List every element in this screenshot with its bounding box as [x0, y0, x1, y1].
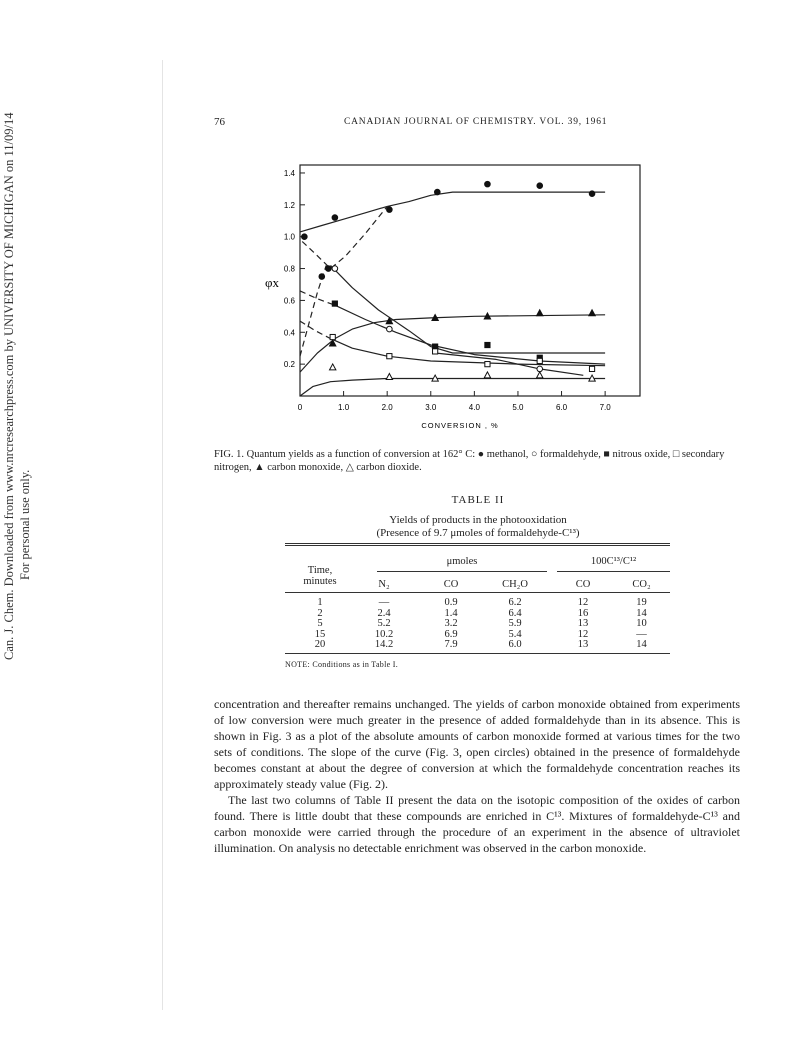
x-tick-label-2: 2.0: [381, 403, 393, 412]
table-cell-r1-c2: 1.4: [444, 607, 458, 619]
download-watermark: [0, 0, 40, 1052]
marker-secondary-nitrogen-2: [433, 349, 438, 354]
marker-carbon-dioxide-4: [537, 372, 543, 378]
marker-carbon-dioxide-3: [484, 372, 490, 378]
table-cell-r3-c1: 10.2: [374, 628, 394, 640]
group-rule-ratio: [557, 571, 670, 572]
marker-nitrous-oxide-2: [485, 342, 490, 347]
curve-4: [300, 315, 605, 372]
table-cell-r2-c1: 5.2: [377, 618, 391, 629]
marker-methanol-3: [332, 215, 338, 221]
col-header-1: CO: [443, 579, 459, 590]
page-number: 76: [214, 116, 225, 128]
x-tick-label-6: 6.0: [555, 403, 568, 412]
x-axis-label: CONVERSION , %: [421, 421, 499, 430]
y-tick-label-4: 1.0: [283, 232, 295, 242]
marker-carbon-dioxide-0: [329, 364, 335, 370]
figure-1-chart: [255, 160, 655, 440]
table-cell-r3-c4: 12: [577, 628, 589, 640]
group-rule-umoles: [377, 571, 547, 572]
curve-0: [300, 192, 605, 232]
group-header-ratio: 100C¹³/C¹²: [590, 556, 637, 567]
table-cell-r0-c5: 19: [636, 597, 647, 608]
marker-nitrous-oxide-0: [332, 301, 337, 306]
y-tick-label-6: 1.4: [283, 168, 295, 178]
table-cell-r4-c1: 14.2: [374, 639, 394, 650]
curve-5: [300, 379, 605, 397]
col-header-2: CH₂O: [502, 579, 528, 590]
table-subtitle-2: (Presence of 9.7 μmoles of formaldehyde-C¹³): [376, 527, 580, 539]
marker-methanol-6: [485, 181, 491, 187]
y-tick-label-2: 0.6: [283, 296, 295, 306]
table-cell-r2-c0: 5: [317, 618, 323, 629]
marker-secondary-nitrogen-5: [589, 366, 594, 371]
curve-7: [302, 206, 387, 268]
marker-formaldehyde-0: [332, 266, 338, 272]
table-cell-r1-c0: 2: [317, 607, 323, 619]
marker-carbon-monoxide-5: [589, 310, 595, 316]
marker-carbon-dioxide-1: [386, 373, 392, 379]
marker-methanol-5: [435, 189, 441, 195]
table-top-rule: [285, 543, 670, 544]
x-tick-label-4: 4.0: [468, 403, 480, 412]
marker-methanol-4: [387, 207, 393, 213]
watermark-line-2: For personal use only.: [18, 469, 32, 580]
y-tick-label-1: 0.4: [283, 328, 295, 338]
x-tick-label-0: 0: [297, 403, 303, 412]
table-cell-r1-c4: 16: [577, 607, 589, 619]
marker-secondary-nitrogen-0: [330, 334, 335, 339]
x-tick-label-1: 1.0: [338, 403, 350, 412]
marker-secondary-nitrogen-3: [485, 362, 490, 367]
table-cell-r4-c0: 20: [314, 639, 326, 650]
table-cell-r4-c2: 7.9: [444, 639, 458, 650]
table-cell-r1-c3: 6.4: [508, 607, 522, 619]
table-cell-r2-c3: 5.9: [508, 618, 522, 629]
figure-caption: FIG. 1. Quantum yields as a function of conversion at 162° C: ● methanol, ○ formaldehyde, ■ nitrous oxide, □ secondary nitrogen, ▲ carbon monoxide, △ carbon dioxide.: [214, 449, 725, 473]
col-header-time-1: Time,: [307, 565, 333, 576]
table-subtitle-1: Yields of products in the photooxidation: [389, 514, 567, 526]
table-cell-r0-c3: 6.2: [508, 597, 522, 608]
table-cell-r2-c5: 10: [636, 618, 647, 629]
table-cell-r2-c2: 3.2: [444, 618, 458, 629]
table-cell-r3-c2: 6.9: [444, 628, 458, 640]
table-cell-r1-c1: 2.4: [377, 607, 391, 619]
marker-methanol-2: [326, 266, 332, 272]
marker-formaldehyde-1: [387, 326, 393, 332]
curve-1: [331, 265, 606, 353]
marker-methanol-7: [537, 183, 543, 189]
marker-methanol-0: [302, 234, 308, 240]
col-header-time-2: minutes: [303, 576, 337, 587]
paragraph-2: The last two columns of Table II present the data on the isotopic composition of the oxides of carbon found. There is little doubt that these compounds are enriched in C¹³. Mixtures of formaldehyde-C¹³ and carbon monoxide were carried through the procedure of an experiment in the absence of ultraviolet illumination. On analysis no detectable enrichment was observed in the carbon monoxide.: [214, 793, 740, 855]
plot-frame: [300, 165, 640, 396]
curve-2: [335, 305, 605, 364]
col-header-4: CO₂: [632, 579, 651, 590]
marker-carbon-monoxide-4: [537, 310, 543, 316]
watermark-line-1: Can. J. Chem. Downloaded from www.nrcresearchpress.com by UNIVERSITY OF MICHIGAN on 11/09/14: [2, 112, 16, 660]
table-top-rule-2: [285, 545, 670, 546]
table-bottom-rule: [285, 653, 670, 654]
table-cell-r0-c1: —: [378, 597, 390, 608]
table-cell-r2-c4: 13: [577, 618, 589, 629]
x-tick-label-5: 5.0: [512, 403, 524, 412]
y-axis-label: φx: [265, 275, 280, 290]
group-header-umoles: μmoles: [446, 556, 478, 567]
x-tick-label-7: 7.0: [599, 403, 611, 412]
table-cell-r4-c3: 6.0: [508, 639, 522, 650]
x-tick-label-3: 3.0: [425, 403, 437, 412]
body-text: [214, 696, 740, 856]
table-cell-r3-c3: 5.4: [508, 628, 522, 640]
table-cell-r0-c4: 12: [577, 597, 589, 608]
paragraph-1: concentration and thereafter remains unchanged. The yields of carbon monoxide obtained from experiments of low conversion were much greater in the presence of added formaldehyde than in its absence. This is shown in Fig. 3 as a plot of the absolute amounts of carbon monoxide formed at various times for the two sets of conditions. The slope of the curve (Fig. 3, open circles) obtained in the presence of formaldehyde becomes constant at about the degree of conversion at which the formaldehyde concentration reaches its approximately steady value (Fig. 2).: [214, 697, 740, 791]
marker-secondary-nitrogen-4: [537, 358, 542, 363]
marker-methanol-8: [589, 191, 595, 197]
table-cell-r0-c2: 0.9: [444, 597, 458, 608]
table-cell-r4-c5: 14: [636, 639, 647, 650]
table-cell-r1-c5: 14: [636, 607, 647, 619]
marker-methanol-1: [319, 274, 325, 280]
table-cell-r3-c0: 15: [314, 628, 326, 640]
y-tick-label-0: 0.2: [283, 360, 295, 370]
header-bottom-rule: [285, 592, 670, 593]
y-tick-label-5: 1.2: [283, 200, 295, 210]
table-cell-r3-c5: —: [636, 628, 647, 640]
table-cell-r4-c4: 13: [577, 639, 589, 650]
journal-title: CANADIAN JOURNAL OF CHEMISTRY. VOL. 39, 1961: [344, 117, 608, 127]
y-tick-label-3: 0.8: [283, 264, 295, 274]
table-cell-r0-c0: 1: [317, 597, 323, 608]
table-note: NOTE: Conditions as in Table I.: [285, 660, 399, 669]
col-header-3: CO: [575, 579, 591, 590]
marker-secondary-nitrogen-1: [387, 354, 392, 359]
scan-margin-line: [162, 60, 163, 1010]
table-title: TABLE II: [451, 494, 505, 506]
curve-10: [300, 321, 331, 339]
col-header-0: N₂: [378, 579, 390, 590]
